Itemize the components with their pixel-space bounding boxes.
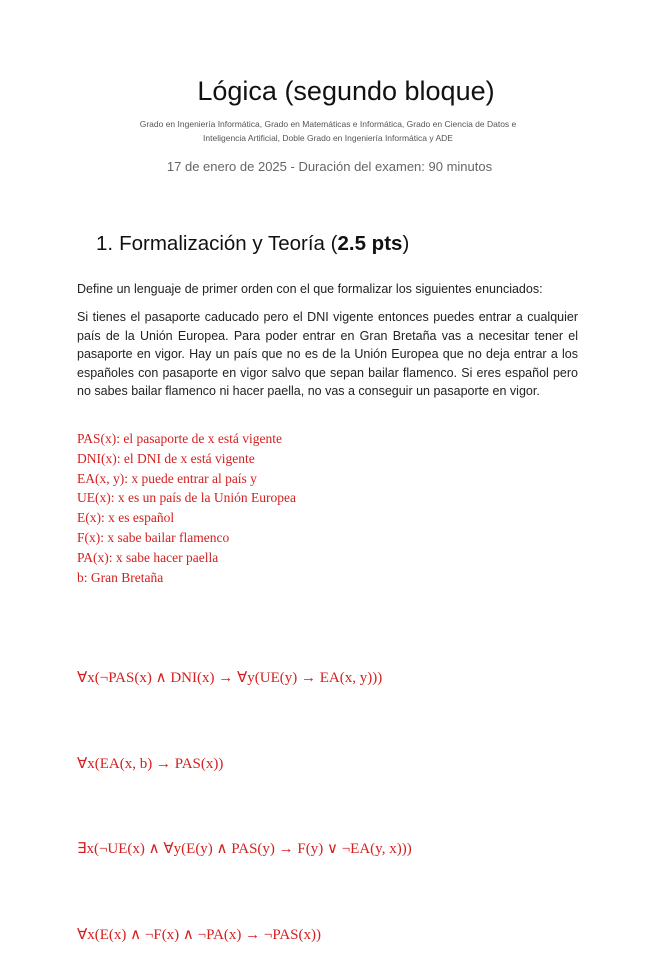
definition-item: F(x): x sabe bailar flamenco [77, 529, 230, 545]
section-heading [96, 232, 409, 256]
section-points: 2.5 pts [337, 232, 403, 255]
formula: ∃x(¬UE(x) ∧ ∀y(E(y) ∧ PAS(y) → F(y) ∨ ¬EA(y, x))) [77, 841, 412, 857]
language-definitions [77, 429, 296, 587]
section-title-close: ) [402, 232, 410, 255]
definition-item: E(x): x es español [77, 510, 175, 526]
definition-item: UE(x): x es un país de la Unión Europea [77, 490, 296, 506]
section-number: 1. [96, 232, 114, 255]
document-title: Lógica (segundo bloque) [197, 76, 495, 106]
formalized-formulas [77, 607, 412, 978]
degree-programs: Grado en Ingeniería Informática, Grado en Matemáticas e Informática, Grado en Ciencia de Datos e Inteligencia Artificial, Doble Grado en Ingeniería Informática y ADE [139, 119, 517, 143]
formula: ∀x(¬PAS(x) ∧ DNI(x) → ∀y(UE(y) → EA(x, y))) [77, 670, 383, 686]
definition-item: DNI(x): el DNI de x está vigente [77, 450, 255, 466]
exercise-instruction: Define un lenguaje de primer orden con el que formalizar los siguientes enunciados: [77, 282, 543, 296]
exam-date-duration: 17 de enero de 2025 - Duración del examen: 90 minutos [166, 159, 493, 174]
definition-item: b: Gran Bretaña [77, 569, 164, 585]
formula: ∀x(E(x) ∧ ¬F(x) ∧ ¬PA(x) → ¬PAS(x)) [77, 926, 321, 943]
formula: ∀x(EA(x, b) → PAS(x)) [77, 755, 224, 772]
exercise-statement: Si tienes el pasaporte caducado pero el DNI vigente entonces puedes entrar a cualquier país de la Unión Europea. Para poder entrar en Gran Bretaña vas a necesitar tener el pasaporte en vigor. Hay un país que no es de la Unión Europea que no deja entrar a los españoles con pasaporte en vigor salvo que sepan bailar flamenco. Si eres español pero no sabes bailar flamenco ni hacer paella, no vas a conseguir un pasaporte en vigor. [77, 310, 578, 398]
definition-item: PA(x): x sabe hacer paella [77, 549, 219, 565]
definition-item: EA(x, y): x puede entrar al país y [77, 470, 257, 486]
section-title: Formalización y Teoría ( [119, 232, 338, 255]
definition-item: PAS(x): el pasaporte de x está vigente [77, 431, 282, 446]
